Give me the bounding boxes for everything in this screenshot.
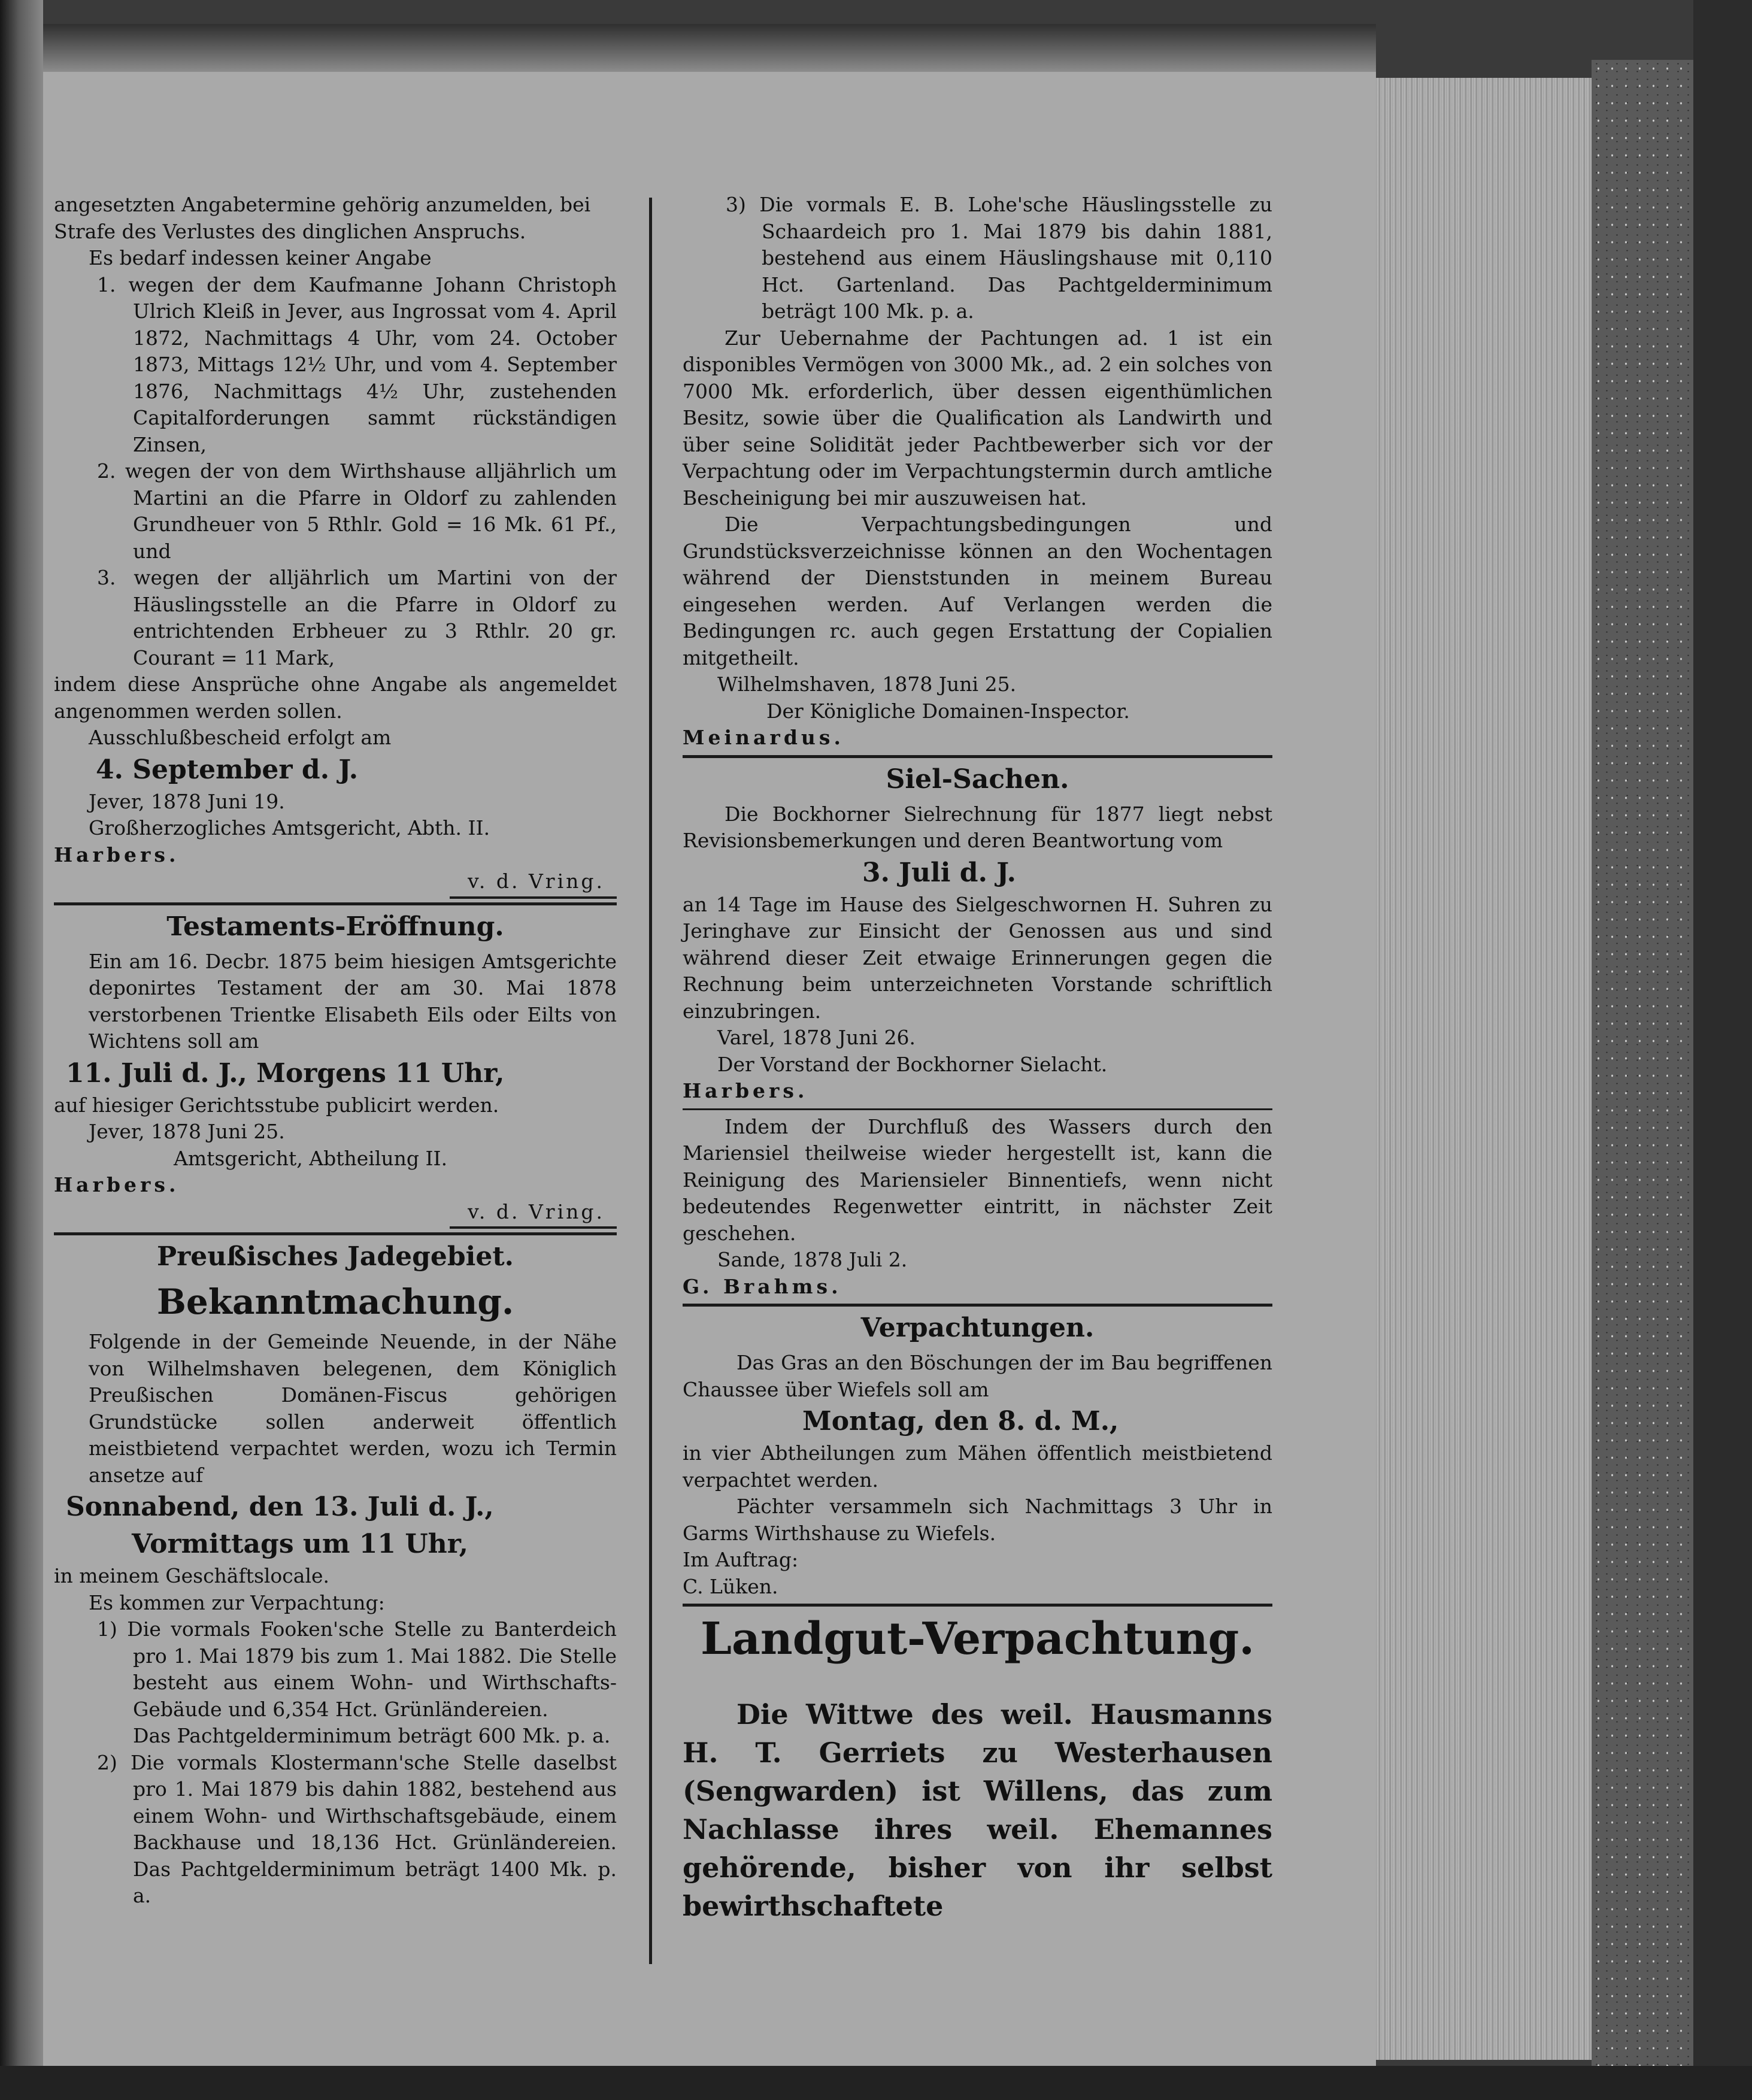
- notice-place: in meinem Geschäftslocale.: [54, 1564, 330, 1587]
- office-4: Der Vorstand der Bockhorner Sielacht.: [717, 1052, 1108, 1076]
- testament-text-2: auf hiesiger Gerichtsstube publicirt werden.: [54, 1093, 499, 1117]
- separator-rule: [54, 902, 617, 905]
- clerk-2-line: [54, 1199, 617, 1229]
- separator-rule: [54, 1232, 617, 1235]
- signer-1: Harbers.: [54, 843, 180, 866]
- clerk-1-line: [54, 868, 617, 899]
- signer-5: G. Brahms.: [683, 1274, 842, 1298]
- decision-text: Ausschlußbescheid erfolgt am: [89, 726, 392, 749]
- left-column: [54, 192, 617, 1910]
- verpachtungen-date: Montag, den 8. d. M.,: [802, 1406, 1119, 1437]
- signer-4: Harbers.: [683, 1079, 808, 1102]
- signer-2: Harbers.: [54, 1173, 180, 1196]
- place-date-4: Varel, 1878 Juni 26.: [717, 1026, 916, 1049]
- court-2: Amtsgericht, Abtheilung II.: [174, 1146, 448, 1170]
- lease-item-1: 1) Die vormals Fooken'sche Stelle zu Banterdeich pro 1. Mai 1879 bis zum 1. Mai 1882. Die Stelle besteht aus einem Wohn- und Wirthschafts-Gebäude und 6,354 Hct. Grünländereien.: [97, 1617, 617, 1721]
- lease-item-3: 3) Die vormals E. B. Lohe'sche Häuslingsstelle zu Schaardeich pro 1. Mai 1879 bis dahin 1881, bestehend aus einem Häuslingshause mit 0,110 Hct. Gartenland. Das Pachtgelderminimum beträgt 100 Mk. p. a.: [726, 193, 1272, 323]
- bottom-shadow: [0, 2066, 1752, 2100]
- claim-item-1: 1. wegen der dem Kaufmanne Johann Christoph Ulrich Kleiß in Jever, aus Ingrossat vom 4. April 1872, Nachmittags 4 Uhr, vom 24. October 1873, Mittags 12½ Uhr, und vom 4. September 1876, Nachmittags 4½ Uhr, zustehenden Capitalforderungen sammt rückständigen Zinsen,: [97, 272, 617, 456]
- verpachtungen-text-2: in vier Abtheilungen zum Mähen öffentlich meistbietend verpachtet werden.: [683, 1441, 1272, 1492]
- verpachtungen-title: Verpachtungen.: [860, 1313, 1095, 1343]
- decision-date: 4. September d. J.: [96, 754, 359, 785]
- claim-item-3: 3. wegen der alljährlich um Martini von der Häuslingsstelle an die Pfarre in Oldorf zu entrichtenden Erbheuer zu 3 Rthlr. 20 gr. Courant = 11 Mark,: [97, 566, 617, 669]
- landgut-title: Landgut-Verpachtung.: [700, 1613, 1255, 1665]
- closing-text: indem diese Ansprüche ohne Angabe als angemeldet angenommen werden sollen.: [54, 672, 617, 723]
- siel-text: Die Bockhorner Sielrechnung für 1877 liegt nebst Revisionsbemerkungen und deren Beantwortung vom: [683, 802, 1272, 852]
- lease-item-2: 2) Die vormals Klostermann'sche Stelle daselbst pro 1. Mai 1879 bis dahin 1882, bestehend aus einem Wohn- und Wirthschaftsgebäude, einem Backhause und 18,136 Hct. Grünländereien. Das Pachtgelderminimum beträgt 1400 Mk. p. a.: [97, 1750, 617, 1907]
- water-text: Indem der Durchfluß des Wassers durch den Mariensiel theilweise wieder hergestellt ist, kann die Reinigung des Mariensieler Binnentiefs, wenn nicht bedeutendes Regenwetter eintritt, in nächster Zeit geschehen.: [683, 1114, 1272, 1245]
- lease-requirements: Zur Uebernahme der Pachtungen ad. 1 ist ein disponibles Vermögen von 3000 Mk., ad. 2 ein solches von 7000 Mk. erforderlich, über dessen eigenthümlichen Besitz, sowie über die Qualification als Landwirth und über seine Solidität jeder Pachtbewerber sich vor der Verpachtung oder im Verpachtungstermin durch amtliche Bescheinigung bei mir auszuweisen hat.: [683, 326, 1272, 510]
- landgut-text: Die Wittwe des weil. Hausmanns H. T. Gerriets zu Westerhausen (Sengwarden) ist Willens, das zum Nachlasse ihres weil. Ehemannes gehörende, bisher von ihr selbst bewirthschaftete: [683, 1698, 1272, 1922]
- page-edges: [1376, 78, 1592, 2060]
- clerk-2: v. d. Vring.: [450, 1199, 617, 1229]
- region-title: Preußisches Jadegebiet.: [157, 1241, 514, 1272]
- notice-title: Bekanntmachung.: [156, 1281, 514, 1322]
- lease-conditions: Die Verpachtungsbedingungen und Grundstücksverzeichnisse können an den Wochentagen während der Dienststunden in meinem Bureau eingesehen werden. Auf Verlangen werden die Bedingungen rc. auch gegen Erstattung der Copialien mitgetheilt.: [683, 513, 1272, 669]
- siel-date: 3. Juli d. J.: [862, 857, 1016, 888]
- claim-item-2: 2. wegen der von dem Wirthshause alljährlich um Martini an die Pfarre in Oldorf zu zahlenden Grundheuer von 5 Rthlr. Gold = 16 Mk. 61 Pf., und: [97, 459, 617, 563]
- verpachtungen-text-3: Pächter versammeln sich Nachmittags 3 Uhr in Garms Wirthshause zu Wiefels.: [683, 1495, 1272, 1545]
- separator-rule: [683, 1108, 1272, 1110]
- place-date-2: Jever, 1878 Juni 25.: [89, 1120, 285, 1143]
- page-shadow: [43, 24, 1376, 73]
- column-divider: [649, 198, 652, 1964]
- testament-date: 11. Juli d. J., Morgens 11 Uhr,: [66, 1057, 505, 1089]
- testament-title: Testaments-Eröffnung.: [166, 911, 504, 942]
- place-date-3: Wilhelmshaven, 1878 Juni 25.: [717, 672, 1017, 696]
- place-date-5: Sande, 1878 Juli 2.: [717, 1248, 908, 1271]
- place-date-1: Jever, 1878 Juni 19.: [89, 789, 285, 813]
- clerk-1: v. d. Vring.: [450, 868, 617, 899]
- no-claim-text: Es bedarf indessen keiner Angabe: [89, 246, 432, 269]
- verpachtungen-auth: Im Auftrag:: [683, 1548, 799, 1571]
- signer-6: C. Lüken.: [683, 1574, 778, 1598]
- separator-rule: [683, 1304, 1272, 1307]
- book-spine: [0, 0, 43, 2100]
- notice-text: Folgende in der Gemeinde Neuende, in der Nähe von Wilhelmshaven belegenen, dem Königlich Preußischen Domänen-Fiscus gehörigen Grundstücke sollen anderweit öffentlich meistbietend verpachtet werden, wozu ich Termin ansetze auf: [89, 1330, 617, 1487]
- siel-title: Siel-Sachen.: [886, 763, 1069, 795]
- signer-3: Meinardus.: [683, 726, 844, 749]
- separator-rule: [683, 755, 1272, 758]
- siel-text-2: an 14 Tage im Hause des Sielgeschwornen H. Suhren zu Jeringhave zur Einsicht der Genossen aus und sind während dieser Zeit etwaige Erinnerungen gegen die Rechnung beim unterzeichneten Vorstande schriftlich einzubringen.: [683, 892, 1272, 1023]
- verpachtungen-text: Das Gras an den Böschungen der im Bau begriffenen Chaussee über Wiefels soll am: [683, 1351, 1272, 1401]
- lease-item-1-min: Das Pachtgelderminimum beträgt 600 Mk. p. a.: [133, 1724, 611, 1747]
- court-1: Großherzogliches Amtsgericht, Abth. II.: [89, 816, 490, 840]
- intro-line-2: Strafe des Verlustes des dinglichen Anspruchs.: [54, 219, 526, 243]
- testament-text: Ein am 16. Decbr. 1875 beim hiesigen Amtsgerichte deponirtes Testament der am 30. Mai 1878 verstorbenen Trientke Elisabeth Eils oder Eilts von Wichtens soll am: [89, 949, 617, 1053]
- separator-rule: [683, 1604, 1272, 1607]
- right-column: [683, 192, 1272, 1953]
- intro-line-1: angesetzten Angabetermine gehörig anzumelden, bei: [54, 193, 591, 216]
- office-3: Der Königliche Domainen-Inspector.: [766, 699, 1130, 723]
- lease-intro: Es kommen zur Verpachtung:: [89, 1590, 385, 1614]
- background-right: [1693, 0, 1752, 2100]
- book-cover: [1592, 60, 1693, 2072]
- notice-date-2: Vormittags um 11 Uhr,: [132, 1529, 468, 1559]
- notice-date-1: Sonnabend, den 13. Juli d. J.,: [66, 1492, 494, 1522]
